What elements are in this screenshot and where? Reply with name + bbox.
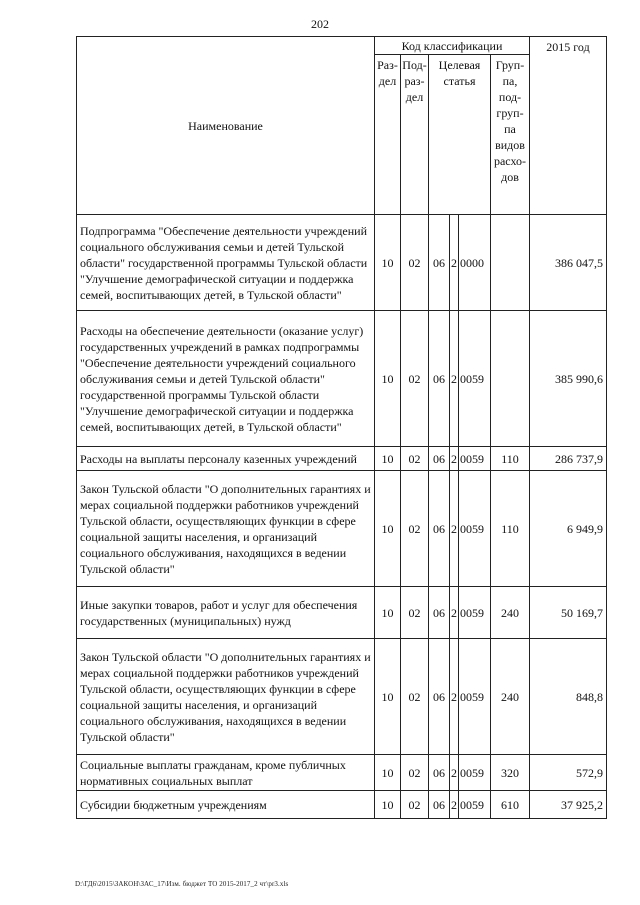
header-group: Груп- па, под- груп- па видов расхо- дов bbox=[491, 55, 530, 215]
row-target-program: 06 bbox=[429, 755, 450, 791]
table-row bbox=[77, 755, 607, 791]
header-razdel: Раз- дел bbox=[375, 55, 401, 215]
row-amount: 848,8 bbox=[530, 639, 607, 755]
row-name: Расходы на выплаты персоналу казенных учреждений bbox=[77, 447, 375, 471]
table-row bbox=[77, 587, 607, 639]
table-body bbox=[77, 215, 607, 819]
row-target-subprogram: 2 bbox=[450, 639, 459, 755]
row-podrazdel: 02 bbox=[401, 215, 429, 311]
row-target-direction: 0059 bbox=[459, 311, 491, 447]
table-row bbox=[77, 471, 607, 587]
row-target-subprogram: 2 bbox=[450, 215, 459, 311]
row-target-program: 06 bbox=[429, 471, 450, 587]
row-target-subprogram: 2 bbox=[450, 755, 459, 791]
row-target-subprogram: 2 bbox=[450, 587, 459, 639]
table-row bbox=[77, 447, 607, 471]
budget-table bbox=[76, 36, 607, 819]
row-name: Иные закупки товаров, работ и услуг для обеспечения государственных (муниципальных) нужд bbox=[77, 587, 375, 639]
row-expense-type bbox=[491, 311, 530, 447]
row-razdel: 10 bbox=[375, 791, 401, 819]
row-expense-type: 110 bbox=[491, 447, 530, 471]
row-podrazdel: 02 bbox=[401, 447, 429, 471]
page-number: 202 bbox=[311, 17, 329, 31]
row-razdel: 10 bbox=[375, 755, 401, 791]
row-name: Расходы на обеспечение деятельности (оказание услуг) государственных учреждений в рамках подпрограммы "Обеспечение деятельности учреждений социального обслуживания семьи и детей Тульской области" государственной программы Тульской области "Улучшение демографической ситуации и поддержка семей, воспитывающих детей, в Тульской области" bbox=[77, 311, 375, 447]
row-amount: 385 990,6 bbox=[530, 311, 607, 447]
row-podrazdel: 02 bbox=[401, 471, 429, 587]
row-expense-type: 240 bbox=[491, 639, 530, 755]
row-target-program: 06 bbox=[429, 587, 450, 639]
row-target-subprogram: 2 bbox=[450, 311, 459, 447]
row-razdel: 10 bbox=[375, 471, 401, 587]
header-classification-code: Код классификации bbox=[375, 37, 530, 55]
table-row bbox=[77, 311, 607, 447]
table-row bbox=[77, 791, 607, 819]
row-amount: 386 047,5 bbox=[530, 215, 607, 311]
row-amount: 6 949,9 bbox=[530, 471, 607, 587]
header-podrazdel: Под- раз- дел bbox=[401, 55, 429, 215]
row-target-subprogram: 2 bbox=[450, 471, 459, 587]
row-podrazdel: 02 bbox=[401, 639, 429, 755]
row-expense-type: 610 bbox=[491, 791, 530, 819]
row-target-program: 06 bbox=[429, 791, 450, 819]
row-amount: 50 169,7 bbox=[530, 587, 607, 639]
row-target-direction: 0059 bbox=[459, 791, 491, 819]
row-target-program: 06 bbox=[429, 311, 450, 447]
row-expense-type: 320 bbox=[491, 755, 530, 791]
row-podrazdel: 02 bbox=[401, 311, 429, 447]
row-razdel: 10 bbox=[375, 215, 401, 311]
table-row bbox=[77, 639, 607, 755]
row-name: Социальные выплаты гражданам, кроме публичных нормативных социальных выплат bbox=[77, 755, 375, 791]
header-name: Наименование bbox=[77, 37, 375, 215]
row-razdel: 10 bbox=[375, 311, 401, 447]
row-podrazdel: 02 bbox=[401, 791, 429, 819]
row-target-program: 06 bbox=[429, 447, 450, 471]
row-target-direction: 0059 bbox=[459, 755, 491, 791]
row-name: Закон Тульской области "О дополнительных гарантиях и мерах социальной поддержки работников учреждений Тульской области, осуществляющих функции в сфере социальной защиты населения, и организаций социального обслуживания, находящихся в ведении Тульской области" bbox=[77, 639, 375, 755]
row-razdel: 10 bbox=[375, 587, 401, 639]
row-podrazdel: 02 bbox=[401, 587, 429, 639]
row-target-direction: 0059 bbox=[459, 587, 491, 639]
row-expense-type: 240 bbox=[491, 587, 530, 639]
row-target-program: 06 bbox=[429, 639, 450, 755]
header-year: 2015 год bbox=[530, 37, 607, 215]
header-target-article: Целевая статья bbox=[429, 55, 491, 215]
row-razdel: 10 bbox=[375, 447, 401, 471]
row-name: Подпрограмма "Обеспечение деятельности учреждений социального обслуживания семьи и детей Тульской области" государственной программы Тульской области "Улучшение демографической ситуации и поддержка семей, воспитывающих детей, в Тульской области" bbox=[77, 215, 375, 311]
row-target-program: 06 bbox=[429, 215, 450, 311]
row-name: Субсидии бюджетным учреждениям bbox=[77, 791, 375, 819]
row-amount: 572,9 bbox=[530, 755, 607, 791]
row-podrazdel: 02 bbox=[401, 755, 429, 791]
file-path-footer: D:\ГД6\2015\ЗАКОН\ЗАС_17\Изм. бюджет ТО 2015-2017_2 чт\pr3.xls bbox=[75, 880, 289, 888]
table-row bbox=[77, 215, 607, 311]
row-target-subprogram: 2 bbox=[450, 791, 459, 819]
row-expense-type bbox=[491, 215, 530, 311]
row-name: Закон Тульской области "О дополнительных гарантиях и мерах социальной поддержки работников учреждений Тульской области, осуществляющих функции в сфере социальной защиты населения, и организаций социального обслуживания, находящихся в ведении Тульской области" bbox=[77, 471, 375, 587]
row-target-direction: 0059 bbox=[459, 639, 491, 755]
row-target-direction: 0059 bbox=[459, 447, 491, 471]
row-target-direction: 0000 bbox=[459, 215, 491, 311]
row-razdel: 10 bbox=[375, 639, 401, 755]
row-target-direction: 0059 bbox=[459, 471, 491, 587]
row-expense-type: 110 bbox=[491, 471, 530, 587]
row-amount: 37 925,2 bbox=[530, 791, 607, 819]
row-amount: 286 737,9 bbox=[530, 447, 607, 471]
row-target-subprogram: 2 bbox=[450, 447, 459, 471]
